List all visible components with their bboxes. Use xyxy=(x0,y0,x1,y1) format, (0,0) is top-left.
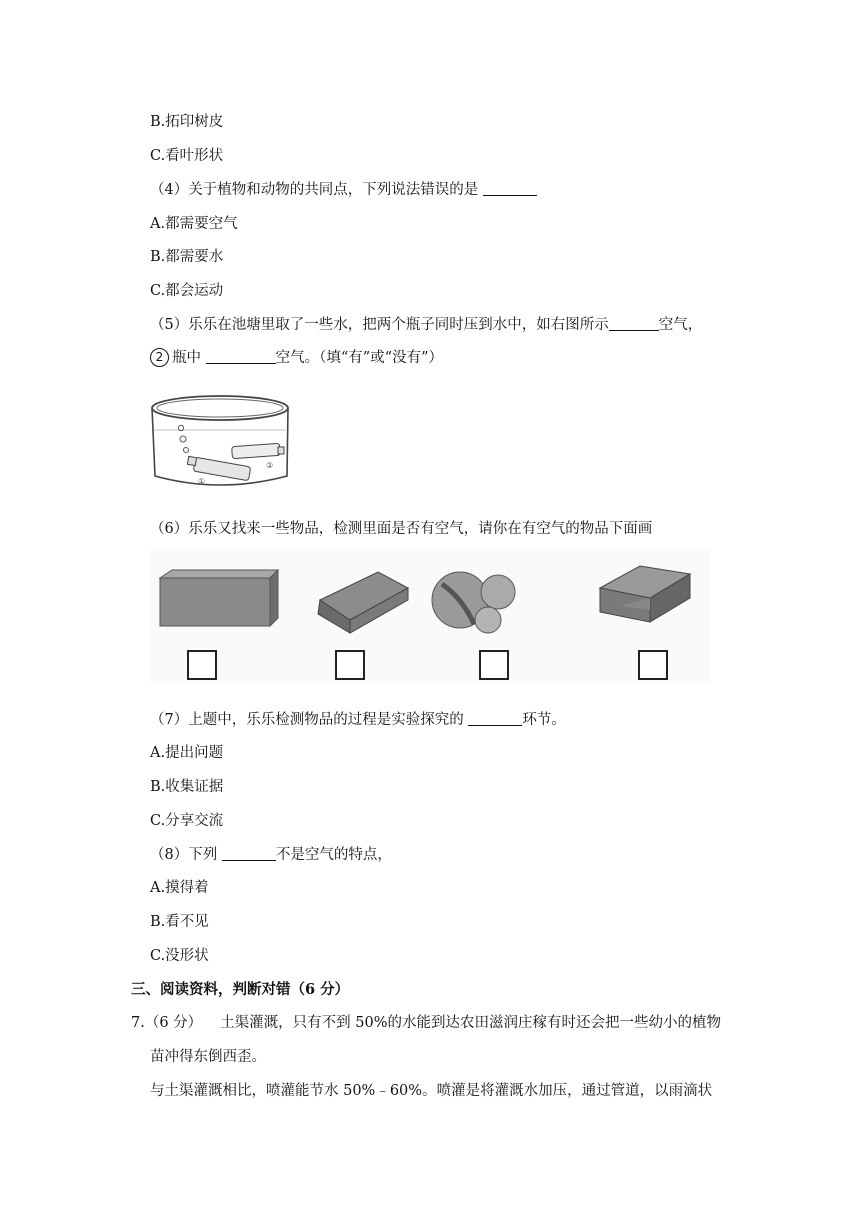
answer-checkbox-sponge[interactable] xyxy=(187,650,217,680)
q8-option-b: B.看不见 xyxy=(150,914,209,930)
q4-option-c: C.都会运动 xyxy=(150,283,224,299)
q5-line2-text: 瓶中 xyxy=(172,350,206,366)
q3-option-c: C.看叶形状 xyxy=(150,148,224,164)
q7-stem xyxy=(150,710,566,730)
q6-items-figure xyxy=(150,548,710,683)
answer-checkbox-eraser[interactable] xyxy=(335,650,365,680)
circled-number-2: 2 xyxy=(150,348,169,367)
section-3-heading: 三、阅读资料，判断对错（6 分） xyxy=(131,981,350,998)
q4-option-a: A.都需要空气 xyxy=(150,216,238,232)
q4-stem xyxy=(150,180,537,200)
q3-option-b: B.拓印树皮 xyxy=(150,114,224,130)
q5-stem-text: （5）乐乐在池塘里取了一些水，把两个瓶子同时压到水中，如右图所示 xyxy=(150,317,609,333)
q4-option-b: B.都需要水 xyxy=(150,249,224,265)
q7-stem-tail: 环节。 xyxy=(522,712,566,728)
q6-stem: （6）乐乐又找来一些物品，检测里面是否有空气，请你在有空气的物品下面画 xyxy=(150,521,653,537)
q8-stem-tail: 不是空气的特点， xyxy=(275,847,392,863)
q5-line2 xyxy=(150,348,443,368)
q8-option-a: A.摸得着 xyxy=(150,880,209,896)
q8-stem-text: （8）下列 xyxy=(150,847,222,863)
q5-line2-tail: 空气。（填“有”或“没有”） xyxy=(275,350,444,366)
q5-blank-2[interactable] xyxy=(206,349,276,364)
q7-option-a: A.提出问题 xyxy=(150,745,224,761)
sponge-image xyxy=(160,570,278,626)
basin-bottles-figure xyxy=(150,390,310,495)
q5-stem xyxy=(150,315,702,335)
q7-stem-text: （7）上题中，乐乐检测物品的过程是实验探究的 xyxy=(150,712,469,728)
reading-q7-line3: 与土渠灌溉相比，喷灌能节水 50%﹣60%。喷灌是将灌溉水加压，通过管道，以雨滴状 xyxy=(150,1083,713,1099)
figure-label-2: ② xyxy=(266,461,274,470)
q4-stem-text: （4）关于植物和动物的共同点，下列说法错误的是 xyxy=(150,182,483,198)
answer-checkbox-bricks[interactable] xyxy=(638,650,668,680)
q5-stem-tail: 空气， xyxy=(658,317,703,333)
q5-blank-1[interactable] xyxy=(609,316,659,331)
q8-answer-blank[interactable] xyxy=(222,846,276,861)
q7-answer-blank[interactable] xyxy=(468,711,522,726)
q7-option-b: B.收集证据 xyxy=(150,779,224,795)
q7-option-c: C.分享交流 xyxy=(150,813,224,829)
reading-q7-line2: 苗冲得东倒西歪。 xyxy=(150,1049,266,1065)
q4-answer-blank[interactable] xyxy=(483,181,537,196)
reading-q7-line1 xyxy=(131,1013,721,1033)
figure-label-1: ① xyxy=(198,477,206,486)
reading-q7-text-1: 土渠灌溉，只有不到 50%的水能到达农田滋润庄稼有时还会把一些幼小的植物 xyxy=(220,1015,722,1031)
answer-checkbox-marbles[interactable] xyxy=(479,650,509,680)
reading-q7-number: 7.（6 分） xyxy=(131,1015,203,1031)
q8-option-c: C.没形状 xyxy=(150,948,209,964)
q8-stem xyxy=(150,845,392,865)
